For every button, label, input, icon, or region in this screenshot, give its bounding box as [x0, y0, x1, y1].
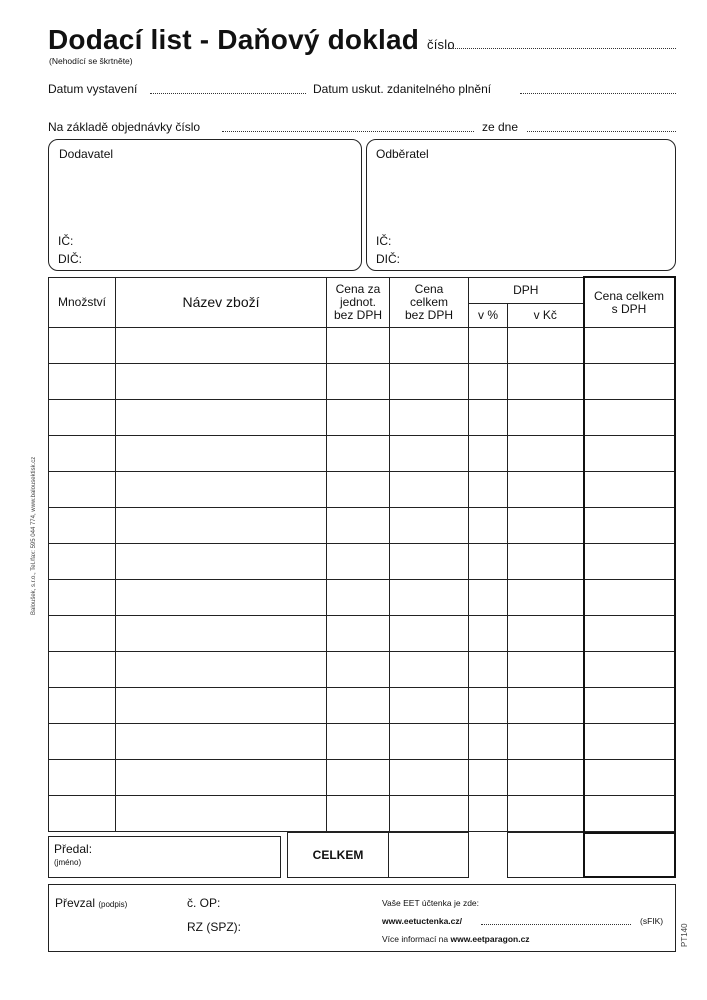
odberatel-label: Odběratel	[376, 147, 429, 161]
header-cena-celkem-s-dph	[584, 277, 675, 327]
cell-dph-procent[interactable]	[469, 579, 508, 615]
items-table	[48, 276, 676, 832]
cell-nazev[interactable]	[116, 399, 327, 435]
cell-cena-za-jednot[interactable]	[327, 435, 390, 471]
eet-line1: Vaše EET účtenka je zde:	[382, 898, 480, 908]
cell-nazev[interactable]	[116, 471, 327, 507]
cell-dph-procent[interactable]	[469, 327, 508, 363]
cell-nazev[interactable]	[116, 795, 327, 831]
cell-nazev[interactable]	[116, 363, 327, 399]
cell-mnozstvi[interactable]	[49, 651, 116, 687]
cell-nazev[interactable]	[116, 579, 327, 615]
cell-dph-kc[interactable]	[508, 507, 584, 543]
cell-dph-procent[interactable]	[469, 687, 508, 723]
cell-cena-za-jednot[interactable]	[327, 687, 390, 723]
eet-info	[382, 934, 530, 944]
cell-dph-procent[interactable]	[469, 723, 508, 759]
cell-dph-procent[interactable]	[469, 507, 508, 543]
celkem-dph-kc-total[interactable]	[507, 832, 584, 878]
cell-nazev[interactable]	[116, 687, 327, 723]
cell-cena-celkem[interactable]	[390, 327, 469, 363]
cell-cena-za-jednot[interactable]	[327, 651, 390, 687]
celkem-s-dph-total[interactable]	[583, 832, 676, 878]
eet-info-prefix: Více informací na	[382, 934, 449, 944]
cell-dph-procent[interactable]	[469, 543, 508, 579]
table-row	[49, 435, 675, 471]
cell-cena-za-jednot[interactable]	[327, 327, 390, 363]
cell-cena-s-dph[interactable]	[584, 651, 675, 687]
cell-dph-procent[interactable]	[469, 363, 508, 399]
cell-nazev[interactable]	[116, 759, 327, 795]
cell-dph-kc[interactable]	[508, 363, 584, 399]
table-row	[49, 543, 675, 579]
cell-cena-celkem[interactable]	[390, 471, 469, 507]
cell-cena-celkem[interactable]	[390, 723, 469, 759]
cell-mnozstvi[interactable]	[49, 615, 116, 651]
cell-dph-kc[interactable]	[508, 723, 584, 759]
table-row	[49, 795, 675, 831]
cell-cena-s-dph[interactable]	[584, 795, 675, 831]
cell-cena-za-jednot[interactable]	[327, 579, 390, 615]
eet-sfik-label: (sFIK)	[640, 916, 664, 926]
cell-cena-celkem[interactable]	[390, 687, 469, 723]
title-suffix: číslo	[427, 37, 455, 52]
header-cena-za-line3: bez DPH	[333, 307, 383, 322]
form-code	[680, 923, 704, 956]
cell-mnozstvi[interactable]	[49, 399, 116, 435]
cell-cena-za-jednot[interactable]	[327, 363, 390, 399]
header-cena-celkem-line1: Cena	[414, 281, 444, 296]
header-mnozstvi: Množství	[49, 277, 116, 327]
cell-dph-kc[interactable]	[508, 399, 584, 435]
cell-cena-celkem[interactable]	[390, 795, 469, 831]
table-row	[49, 327, 675, 363]
cell-cena-za-jednot[interactable]	[327, 399, 390, 435]
table-row	[49, 579, 675, 615]
cell-nazev[interactable]	[116, 435, 327, 471]
cell-nazev[interactable]	[116, 327, 327, 363]
cell-cena-celkem[interactable]	[390, 399, 469, 435]
eet-sfik-field[interactable]	[481, 918, 631, 925]
cell-nazev[interactable]	[116, 615, 327, 651]
prevzal-sublabel: (podpis)	[98, 900, 128, 909]
header-cena-za-jednot	[327, 277, 390, 327]
odberatel-box[interactable]	[366, 139, 676, 271]
cell-mnozstvi[interactable]	[49, 507, 116, 543]
cell-cena-s-dph[interactable]	[584, 435, 675, 471]
cell-dph-kc[interactable]	[508, 471, 584, 507]
header-cena-za-line2: jednot.	[339, 294, 377, 309]
eet-url: www.eetuctenka.cz/	[382, 916, 462, 926]
cell-nazev[interactable]	[116, 651, 327, 687]
cell-cena-s-dph[interactable]	[584, 615, 675, 651]
table-row	[49, 651, 675, 687]
table-row	[49, 687, 675, 723]
cell-nazev[interactable]	[116, 507, 327, 543]
cell-cena-za-jednot[interactable]	[327, 795, 390, 831]
cell-mnozstvi[interactable]	[49, 759, 116, 795]
header-cena-za-line1: Cena za	[335, 281, 381, 296]
cell-cena-s-dph[interactable]	[584, 579, 675, 615]
cell-cena-za-jednot[interactable]	[327, 471, 390, 507]
table-row	[49, 471, 675, 507]
cell-mnozstvi[interactable]	[49, 435, 116, 471]
cell-dph-procent[interactable]	[469, 471, 508, 507]
cell-dph-kc[interactable]	[508, 543, 584, 579]
datum-vystaveni-field[interactable]	[150, 85, 306, 94]
header-nazev-zbozi: Název zboží	[116, 277, 327, 327]
document-subtitle: (Nehodící se škrtněte)	[49, 56, 133, 66]
header-dph: DPH	[469, 277, 584, 303]
cell-nazev[interactable]	[116, 543, 327, 579]
cell-cena-celkem[interactable]	[390, 579, 469, 615]
table-row	[49, 507, 675, 543]
cell-mnozstvi[interactable]	[49, 687, 116, 723]
eet-info-url: www.eetparagon.cz	[450, 934, 530, 944]
cell-cena-s-dph[interactable]	[584, 687, 675, 723]
cell-cena-s-dph[interactable]	[584, 543, 675, 579]
cell-dph-kc[interactable]	[508, 795, 584, 831]
prevzal-text: Převzal	[55, 896, 96, 910]
objednavka-field[interactable]	[222, 123, 474, 132]
header-dph-procent: v %	[469, 303, 508, 327]
predal-label: Předal:	[54, 842, 93, 856]
cell-cena-s-dph[interactable]	[584, 399, 675, 435]
dodavatel-label: Dodavatel	[59, 147, 114, 161]
header-dph-kc: v Kč	[508, 303, 584, 327]
table-row	[49, 615, 675, 651]
ze-dne-field[interactable]	[527, 123, 676, 132]
celkem-bez-dph-total[interactable]	[389, 832, 469, 878]
form-code-text: PT140	[680, 923, 689, 947]
cell-dph-kc[interactable]	[508, 651, 584, 687]
table-row	[49, 723, 675, 759]
cell-mnozstvi[interactable]	[49, 579, 116, 615]
cell-cena-celkem[interactable]	[390, 759, 469, 795]
cislo-field[interactable]	[448, 40, 676, 49]
cell-cena-celkem[interactable]	[390, 363, 469, 399]
dodavatel-ic: IČ:	[58, 234, 74, 248]
cell-mnozstvi[interactable]	[49, 543, 116, 579]
odberatel-ic: IČ:	[376, 234, 392, 248]
cell-cena-za-jednot[interactable]	[327, 723, 390, 759]
cell-dph-kc[interactable]	[508, 759, 584, 795]
cell-cena-celkem[interactable]	[390, 507, 469, 543]
cell-mnozstvi[interactable]	[49, 723, 116, 759]
header-cena-celkem-bez-dph	[390, 277, 469, 327]
dodavatel-dic: DIČ:	[58, 252, 82, 266]
objednavka-label: Na základě objednávky číslo	[48, 120, 201, 134]
c-op-label: č. OP:	[187, 896, 221, 910]
cell-dph-kc[interactable]	[508, 615, 584, 651]
items-table-body	[49, 327, 675, 831]
cell-cena-za-jednot[interactable]	[327, 543, 390, 579]
cell-dph-kc[interactable]	[508, 327, 584, 363]
datum-uskut-field[interactable]	[520, 85, 676, 94]
prevzal-box[interactable]	[48, 884, 676, 952]
cell-dph-procent[interactable]	[469, 435, 508, 471]
cell-dph-procent[interactable]	[469, 615, 508, 651]
ze-dne-label: ze dne	[482, 120, 519, 134]
cell-dph-procent[interactable]	[469, 759, 508, 795]
cell-dph-procent[interactable]	[469, 399, 508, 435]
table-row	[49, 759, 675, 795]
cell-cena-za-jednot[interactable]	[327, 507, 390, 543]
cell-mnozstvi[interactable]	[49, 327, 116, 363]
title-text: Dodací list - Daňový doklad	[48, 24, 420, 55]
table-row	[49, 363, 675, 399]
table-row	[49, 399, 675, 435]
cell-cena-s-dph[interactable]	[584, 723, 675, 759]
header-cena-s-dph-line1: Cena celkem	[593, 289, 665, 303]
celkem-label: CELKEM	[287, 832, 389, 878]
cell-cena-celkem[interactable]	[390, 615, 469, 651]
cell-dph-procent[interactable]	[469, 651, 508, 687]
cell-mnozstvi[interactable]	[49, 363, 116, 399]
cell-cena-s-dph[interactable]	[584, 363, 675, 399]
cell-dph-kc[interactable]	[508, 435, 584, 471]
cell-cena-s-dph[interactable]	[584, 471, 675, 507]
cell-mnozstvi[interactable]	[49, 471, 116, 507]
cell-cena-celkem[interactable]	[390, 435, 469, 471]
header-cena-celkem-line2: celkem	[409, 294, 448, 309]
prevzal-label	[55, 896, 127, 910]
rz-spz-label: RZ (SPZ):	[187, 920, 241, 934]
predal-sublabel: (jméno)	[54, 858, 82, 867]
dodavatel-box[interactable]	[48, 139, 362, 271]
cell-cena-za-jednot[interactable]	[327, 759, 390, 795]
cell-cena-s-dph[interactable]	[584, 327, 675, 363]
datum-vystaveni-label: Datum vystavení	[48, 82, 138, 96]
document-title	[48, 24, 455, 56]
cell-cena-s-dph[interactable]	[584, 759, 675, 795]
cell-cena-za-jednot[interactable]	[327, 615, 390, 651]
predal-box[interactable]	[48, 836, 281, 878]
cell-dph-procent[interactable]	[469, 795, 508, 831]
cell-mnozstvi[interactable]	[49, 795, 116, 831]
cell-cena-celkem[interactable]	[390, 543, 469, 579]
cell-cena-celkem[interactable]	[390, 651, 469, 687]
cell-dph-kc[interactable]	[508, 687, 584, 723]
cell-cena-s-dph[interactable]	[584, 507, 675, 543]
cell-dph-kc[interactable]	[508, 579, 584, 615]
cell-nazev[interactable]	[116, 723, 327, 759]
header-cena-celkem-line3: bez DPH	[404, 307, 454, 322]
header-cena-s-dph-line2: s DPH	[611, 302, 647, 316]
odberatel-dic: DIČ:	[376, 252, 400, 266]
datum-uskut-label: Datum uskut. zdanitelného plnění	[313, 82, 492, 96]
